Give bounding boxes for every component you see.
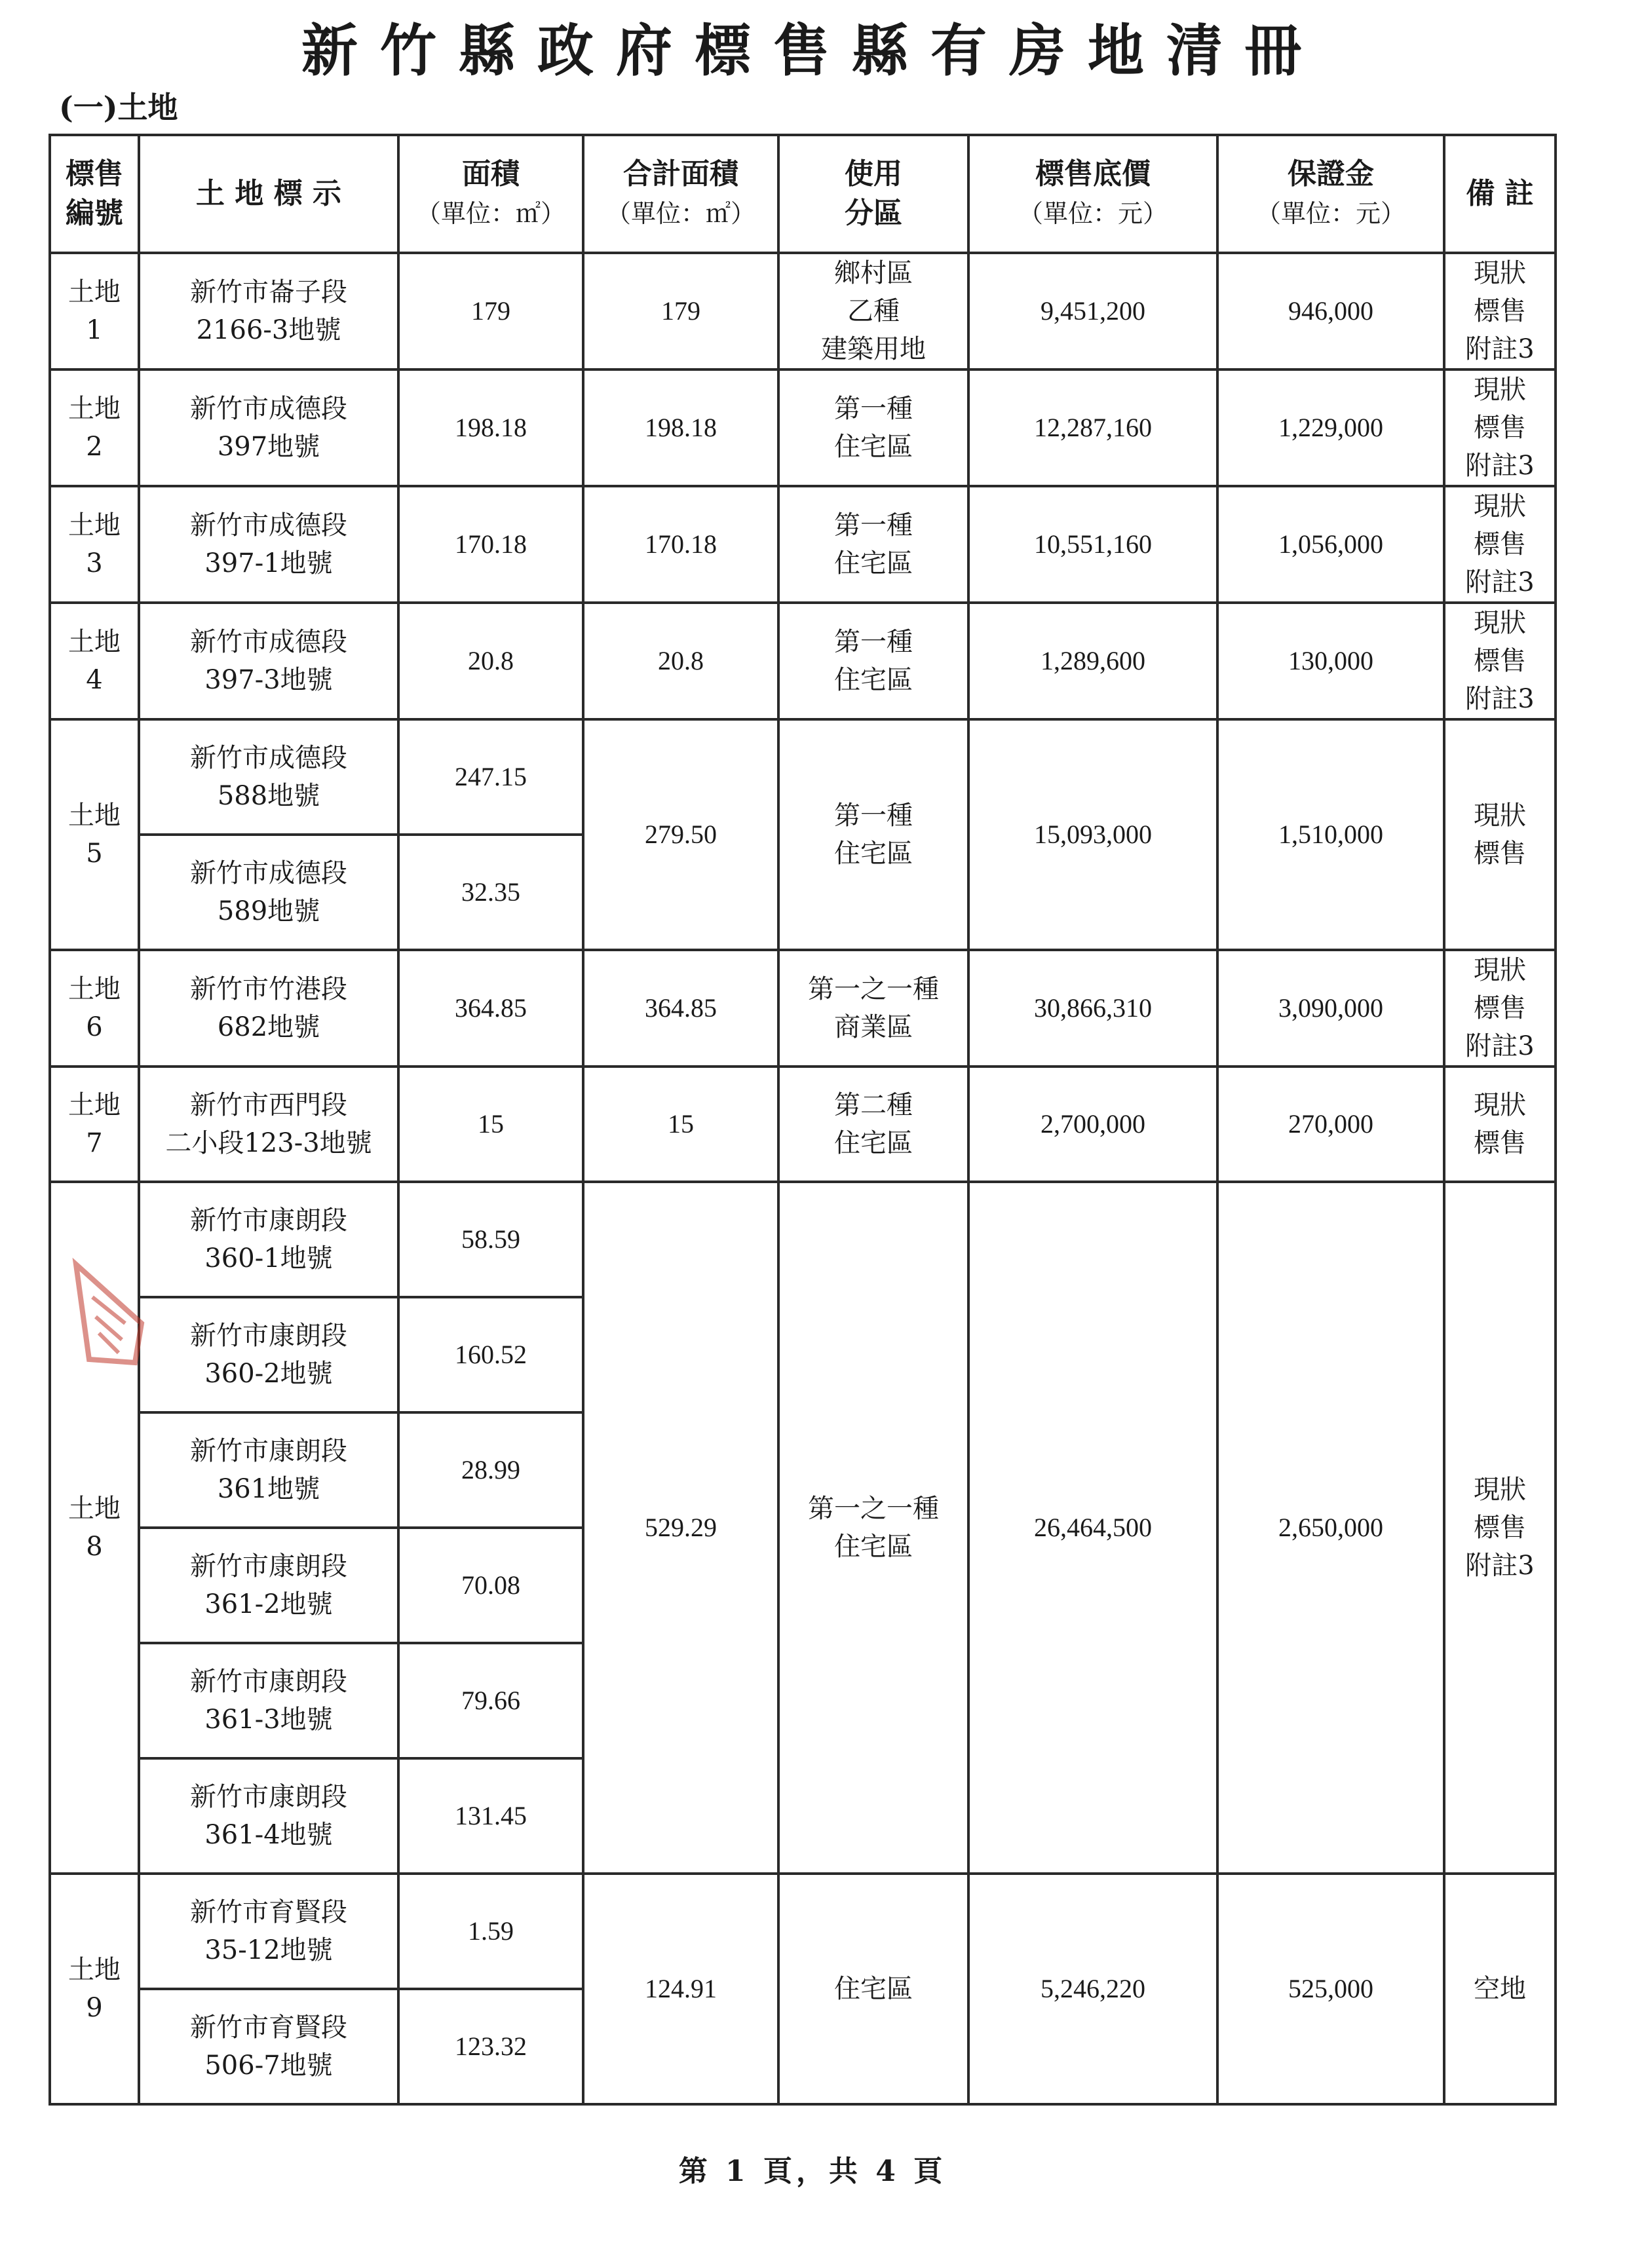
parcel-area: 131.45 bbox=[398, 1758, 583, 1874]
total-area: 170.18 bbox=[583, 486, 778, 603]
parcel-area: 364.85 bbox=[398, 950, 583, 1067]
table-row bbox=[50, 950, 1556, 1067]
table-row bbox=[50, 1874, 1556, 1989]
parcel-area: 123.32 bbox=[398, 1989, 583, 2104]
parcel-description: 新竹市康朗段 361-2地號 bbox=[139, 1528, 398, 1643]
table-row bbox=[50, 369, 1556, 486]
parcel-description: 新竹市育賢段 506-7地號 bbox=[139, 1989, 398, 2104]
zoning: 第一之一種 住宅區 bbox=[778, 1182, 968, 1874]
total-area: 15 bbox=[583, 1067, 778, 1182]
header-parcel: 土 地 標 示 bbox=[139, 135, 398, 253]
total-area: 364.85 bbox=[583, 950, 778, 1067]
deposit: 1,056,000 bbox=[1217, 486, 1444, 603]
parcel-description: 新竹市成德段 397地號 bbox=[139, 369, 398, 486]
lot-id: 土地 1 bbox=[50, 253, 139, 369]
remark: 現狀 標售 附註3 bbox=[1444, 369, 1556, 486]
parcel-description: 新竹市成德段 588地號 bbox=[139, 719, 398, 835]
page-title: 新竹縣政府標售縣有房地清冊 bbox=[301, 18, 1324, 84]
reserve-price: 2,700,000 bbox=[968, 1067, 1217, 1182]
page-footer: 第 1 頁，共 4 頁 bbox=[678, 2155, 947, 2188]
parcel-area: 70.08 bbox=[398, 1528, 583, 1643]
parcel-area: 1.59 bbox=[398, 1874, 583, 1989]
remark: 現狀 標售 附註3 bbox=[1444, 603, 1556, 719]
zoning: 第一種 住宅區 bbox=[778, 369, 968, 486]
lot-id: 土地 8 bbox=[50, 1182, 139, 1874]
zoning: 住宅區 bbox=[778, 1874, 968, 2104]
deposit: 3,090,000 bbox=[1217, 950, 1444, 1067]
lot-id: 土地 9 bbox=[50, 1874, 139, 2104]
remark: 現狀 標售 附註3 bbox=[1444, 486, 1556, 603]
parcel-description: 新竹市成德段 397-1地號 bbox=[139, 486, 398, 603]
deposit: 946,000 bbox=[1217, 253, 1444, 369]
parcel-area: 15 bbox=[398, 1067, 583, 1182]
table-row bbox=[50, 603, 1556, 719]
parcel-description: 新竹市育賢段 35-12地號 bbox=[139, 1874, 398, 1989]
lot-id: 土地 6 bbox=[50, 950, 139, 1067]
header-id: 標售 編號 bbox=[50, 135, 139, 253]
reserve-price: 10,551,160 bbox=[968, 486, 1217, 603]
lot-id: 土地 5 bbox=[50, 719, 139, 950]
zoning: 第一種 住宅區 bbox=[778, 719, 968, 950]
table-row bbox=[50, 486, 1556, 603]
parcel-area: 32.35 bbox=[398, 835, 583, 950]
remark: 空地 bbox=[1444, 1874, 1556, 2104]
reserve-price: 15,093,000 bbox=[968, 719, 1217, 950]
lot-id: 土地 4 bbox=[50, 603, 139, 719]
remark: 現狀 標售 附註3 bbox=[1444, 1182, 1556, 1874]
parcel-description: 新竹市康朗段 361地號 bbox=[139, 1412, 398, 1528]
zoning: 第二種 住宅區 bbox=[778, 1067, 968, 1182]
total-area: 179 bbox=[583, 253, 778, 369]
total-area: 124.91 bbox=[583, 1874, 778, 2104]
table-row bbox=[50, 1067, 1556, 1182]
parcel-description: 新竹市崙子段 2166-3地號 bbox=[139, 253, 398, 369]
parcel-area: 179 bbox=[398, 253, 583, 369]
reserve-price: 5,246,220 bbox=[968, 1874, 1217, 2104]
remark: 現狀 標售 附註3 bbox=[1444, 253, 1556, 369]
reserve-price: 1,289,600 bbox=[968, 603, 1217, 719]
deposit: 130,000 bbox=[1217, 603, 1444, 719]
parcel-area: 28.99 bbox=[398, 1412, 583, 1528]
parcel-area: 247.15 bbox=[398, 719, 583, 835]
parcel-area: 58.59 bbox=[398, 1182, 583, 1297]
deposit: 270,000 bbox=[1217, 1067, 1444, 1182]
remark: 現狀 標售 bbox=[1444, 719, 1556, 950]
table-row bbox=[50, 719, 1556, 835]
parcel-description: 新竹市康朗段 361-3地號 bbox=[139, 1643, 398, 1758]
header-deposit: 保證金 （單位：元） bbox=[1217, 135, 1444, 253]
parcel-area: 160.52 bbox=[398, 1297, 583, 1412]
total-area: 529.29 bbox=[583, 1182, 778, 1874]
table-row bbox=[50, 1182, 1556, 1297]
reserve-price: 12,287,160 bbox=[968, 369, 1217, 486]
zoning: 第一種 住宅區 bbox=[778, 486, 968, 603]
zoning: 第一種 住宅區 bbox=[778, 603, 968, 719]
deposit: 1,510,000 bbox=[1217, 719, 1444, 950]
land-ledger-table bbox=[48, 134, 1557, 2106]
reserve-price: 9,451,200 bbox=[968, 253, 1217, 369]
total-area: 198.18 bbox=[583, 369, 778, 486]
parcel-description: 新竹市成德段 397-3地號 bbox=[139, 603, 398, 719]
deposit: 2,650,000 bbox=[1217, 1182, 1444, 1874]
deposit: 1,229,000 bbox=[1217, 369, 1444, 486]
header-zoning: 使用 分區 bbox=[778, 135, 968, 253]
zoning: 第一之一種 商業區 bbox=[778, 950, 968, 1067]
parcel-description: 新竹市康朗段 360-1地號 bbox=[139, 1182, 398, 1297]
lot-id: 土地 2 bbox=[50, 369, 139, 486]
header-price: 標售底價 （單位：元） bbox=[968, 135, 1217, 253]
ledger-body bbox=[50, 253, 1556, 2104]
lot-id: 土地 7 bbox=[50, 1067, 139, 1182]
parcel-description: 新竹市竹港段 682地號 bbox=[139, 950, 398, 1067]
parcel-description: 新竹市西門段 二小段123-3地號 bbox=[139, 1067, 398, 1182]
parcel-area: 170.18 bbox=[398, 486, 583, 603]
deposit: 525,000 bbox=[1217, 1874, 1444, 2104]
zoning: 鄉村區 乙種 建築用地 bbox=[778, 253, 968, 369]
remark: 現狀 標售 附註3 bbox=[1444, 950, 1556, 1067]
parcel-area: 79.66 bbox=[398, 1643, 583, 1758]
section-heading: (一)土地 bbox=[59, 90, 178, 125]
parcel-description: 新竹市康朗段 360-2地號 bbox=[139, 1297, 398, 1412]
parcel-description: 新竹市成德段 589地號 bbox=[139, 835, 398, 950]
lot-id: 土地 3 bbox=[50, 486, 139, 603]
header-total-area: 合計面積 （單位：㎡） bbox=[583, 135, 778, 253]
reserve-price: 30,866,310 bbox=[968, 950, 1217, 1067]
header-row bbox=[50, 135, 1556, 253]
reserve-price: 26,464,500 bbox=[968, 1182, 1217, 1874]
parcel-description: 新竹市康朗段 361-4地號 bbox=[139, 1758, 398, 1874]
remark: 現狀 標售 bbox=[1444, 1067, 1556, 1182]
header-area: 面積 （單位：㎡） bbox=[398, 135, 583, 253]
parcel-area: 198.18 bbox=[398, 369, 583, 486]
total-area: 279.50 bbox=[583, 719, 778, 950]
seal-stamp bbox=[63, 1251, 161, 1369]
parcel-area: 20.8 bbox=[398, 603, 583, 719]
total-area: 20.8 bbox=[583, 603, 778, 719]
header-remark: 備 註 bbox=[1444, 135, 1556, 253]
table-row bbox=[50, 253, 1556, 369]
